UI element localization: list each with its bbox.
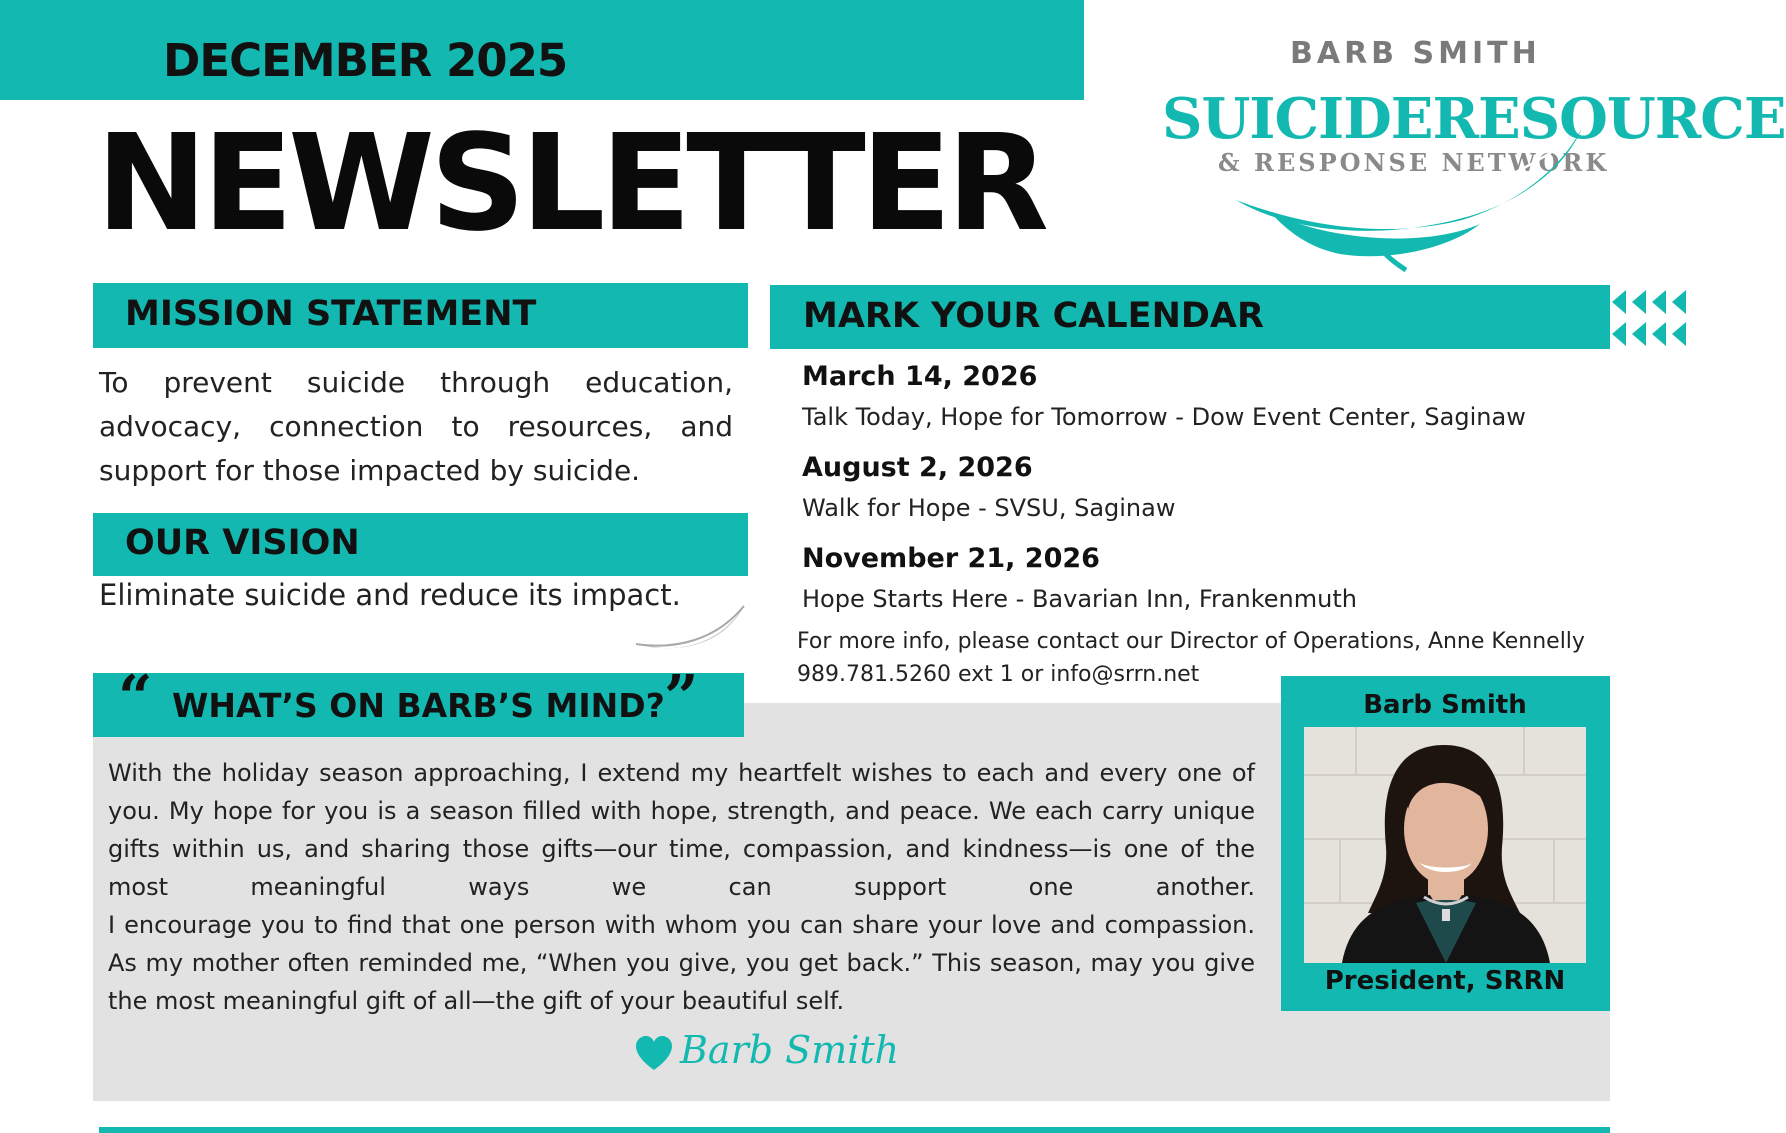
open-quote-icon: “ (118, 663, 153, 733)
letter-paragraph: With the holiday season approaching, I extend my heartfelt wishes to each and every one of you. My hope for you is a season filled with hope, strength, and peace. We each carry unique gifts within us, and sharing those gifts—our time, compassion, and kindness—is one of the most meaningful ways we can support one another. (108, 759, 1255, 901)
event-description: Hope Starts Here - Bavarian Inn, Frankenmuth (802, 585, 1357, 613)
contact-line: For more info, please contact our Director of Operations, Anne Kennelly (797, 629, 1585, 654)
signature: Barb Smith (680, 1028, 900, 1072)
logo-sub-text: & RESPONSE NETWORK (1218, 148, 1610, 177)
close-quote-icon: ” (664, 663, 699, 733)
small-feather-icon (632, 600, 752, 656)
arrow-triangles-icon (1610, 288, 1698, 350)
vision-text: Eliminate suicide and reduce its impact. (99, 578, 681, 612)
bottom-divider (99, 1127, 1610, 1133)
contact-info: 989.781.5260 ext 1 or info@srrn.net (797, 662, 1200, 687)
event-description: Talk Today, Hope for Tomorrow - Dow Event Center, Saginaw (802, 403, 1526, 431)
logo-main-text: SUICIDERESOURCE (1162, 86, 1786, 152)
event-date: March 14, 2026 (802, 361, 1038, 392)
event-description: Walk for Hope - SVSU, Saginaw (802, 494, 1176, 522)
profile-photo (1304, 727, 1586, 963)
event-date: November 21, 2026 (802, 543, 1100, 574)
calendar-heading: MARK YOUR CALENDAR (803, 296, 1264, 336)
event-date: August 2, 2026 (802, 452, 1033, 483)
letter-paragraph: I encourage you to find that one person with whom you can share your love and compassion. As my mother often reminded me, “When you give, you get back.” This season, may you give the most meaningful gift of all—the gift of your beautiful self. (108, 911, 1255, 1015)
mission-heading: MISSION STATEMENT (125, 294, 537, 334)
heart-icon (634, 1034, 674, 1074)
newsletter-title: NEWSLETTER (96, 107, 1045, 261)
mind-heading: WHAT’S ON BARB’S MIND? (172, 686, 665, 725)
profile-name: Barb Smith (1363, 690, 1527, 720)
logo-name: BARB SMITH (1290, 36, 1541, 71)
vision-heading: OUR VISION (125, 523, 360, 563)
mission-text: To prevent suicide through education, advocacy, connection to resources, and support for those impacted by suicide. (99, 366, 733, 487)
profile-role: President, SRRN (1324, 966, 1566, 996)
newsletter-month: DECEMBER 2025 (163, 34, 568, 87)
feather-icon (1230, 120, 1590, 270)
